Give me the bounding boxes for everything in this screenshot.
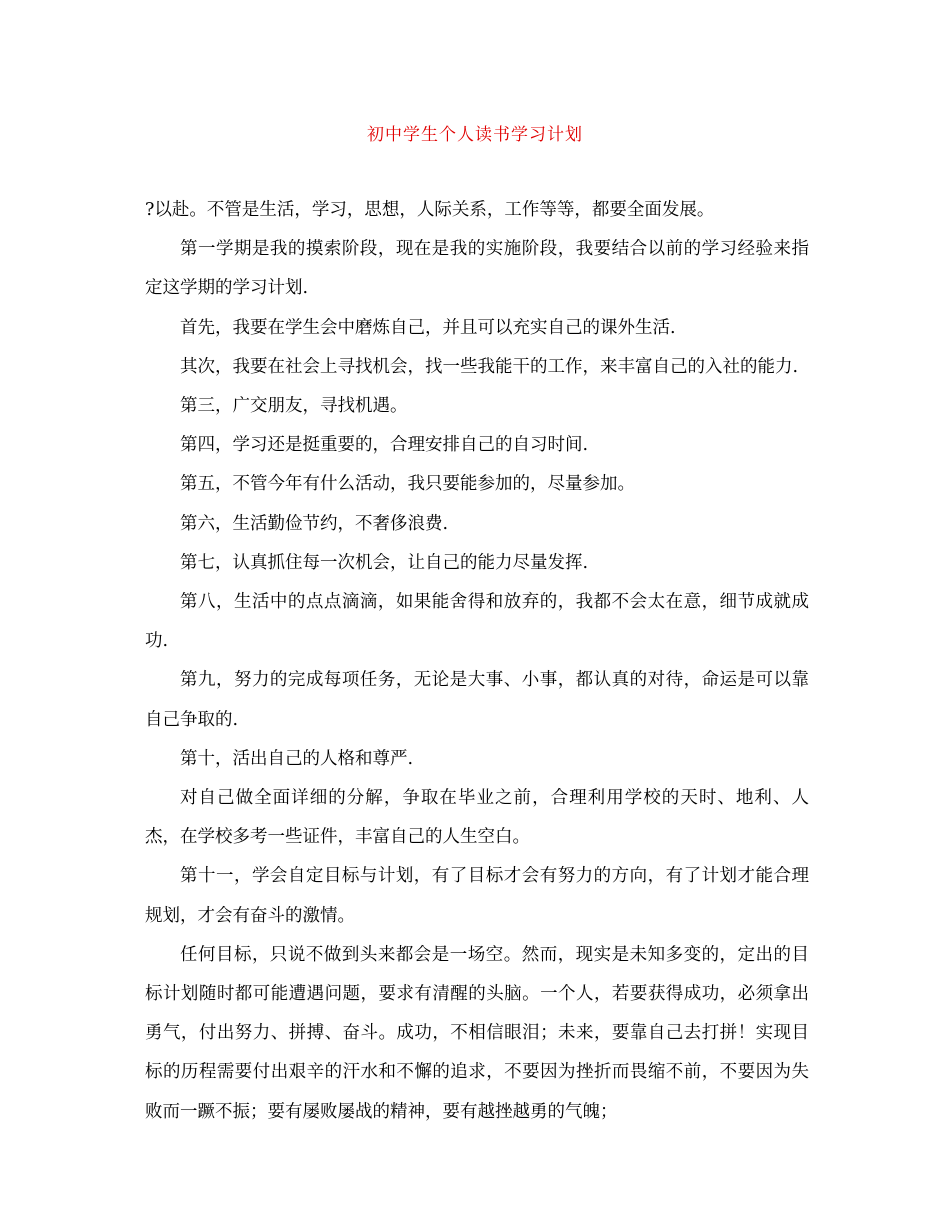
paragraph-4: 其次，我要在社会上寻找机会，找一些我能干的工作，来丰富自己的入社的能力. xyxy=(180,356,799,377)
document-body xyxy=(145,191,809,1132)
paragraph-13: 对自己做全面详细的分解，争取在毕业之前，合理利用学校的天时、地利、人杰，在学校多考一些证件，丰富自己的人生空白。 xyxy=(145,788,809,848)
paragraph-7: 第五，不管今年有什么活动，我只要能参加的，尽量参加。 xyxy=(180,474,635,495)
paragraph-14: 第十一，学会自定目标与计划，有了目标才会有努力的方向，有了计划才能合理规划，才会有奋斗的激情。 xyxy=(145,866,809,926)
paragraph-15: 任何目标，只说不做到头来都会是一场空。然而，现实是未知多变的，定出的目标计划随时都可能遭遇问题，要求有清醒的头脑。一个人，若要获得成功，必须拿出勇气，付出努力、拼搏、奋斗。成功，不相信眼泪；未来，要靠自己去打拼！实现目标的历程需要付出艰辛的汗水和不懈的追求，不要因为挫折而畏缩不前，不要因为失败而一蹶不振；要有屡败屡战的精神，要有越挫越勇的气魄； xyxy=(145,944,809,1122)
paragraph-2: 第一学期是我的摸索阶段，现在是我的实施阶段，我要结合以前的学习经验来指定这学期的学习计划. xyxy=(145,239,809,299)
paragraph-12: 第十，活出自己的人格和尊严. xyxy=(180,748,414,769)
paragraph-5: 第三，广交朋友，寻找机遇。 xyxy=(180,396,408,417)
paragraph-6: 第四，学习还是挺重要的，合理安排自己的自习时间. xyxy=(180,435,589,456)
paragraph-9: 第七，认真抓住每一次机会，让自己的能力尽量发挥. xyxy=(180,552,589,573)
paragraph-11: 第九，努力的完成每项任务，无论是大事、小事，都认真的对待，命运是可以靠自己争取的. xyxy=(145,670,809,730)
paragraph-1: ?以赴。不管是生活，学习，思想，人际关系，工作等等，都要全面发展。 xyxy=(145,200,715,220)
paragraph-10: 第八，生活中的点点滴滴，如果能舍得和放弃的，我都不会太在意，细节成就成功. xyxy=(145,592,809,652)
document-title: 初中学生个人读书学习计划 xyxy=(367,125,583,145)
paragraph-3: 首先，我要在学生会中磨炼自己，并且可以充实自己的课外生活. xyxy=(180,317,676,338)
paragraph-8: 第六，生活勤俭节约，不奢侈浪费. xyxy=(180,513,449,534)
